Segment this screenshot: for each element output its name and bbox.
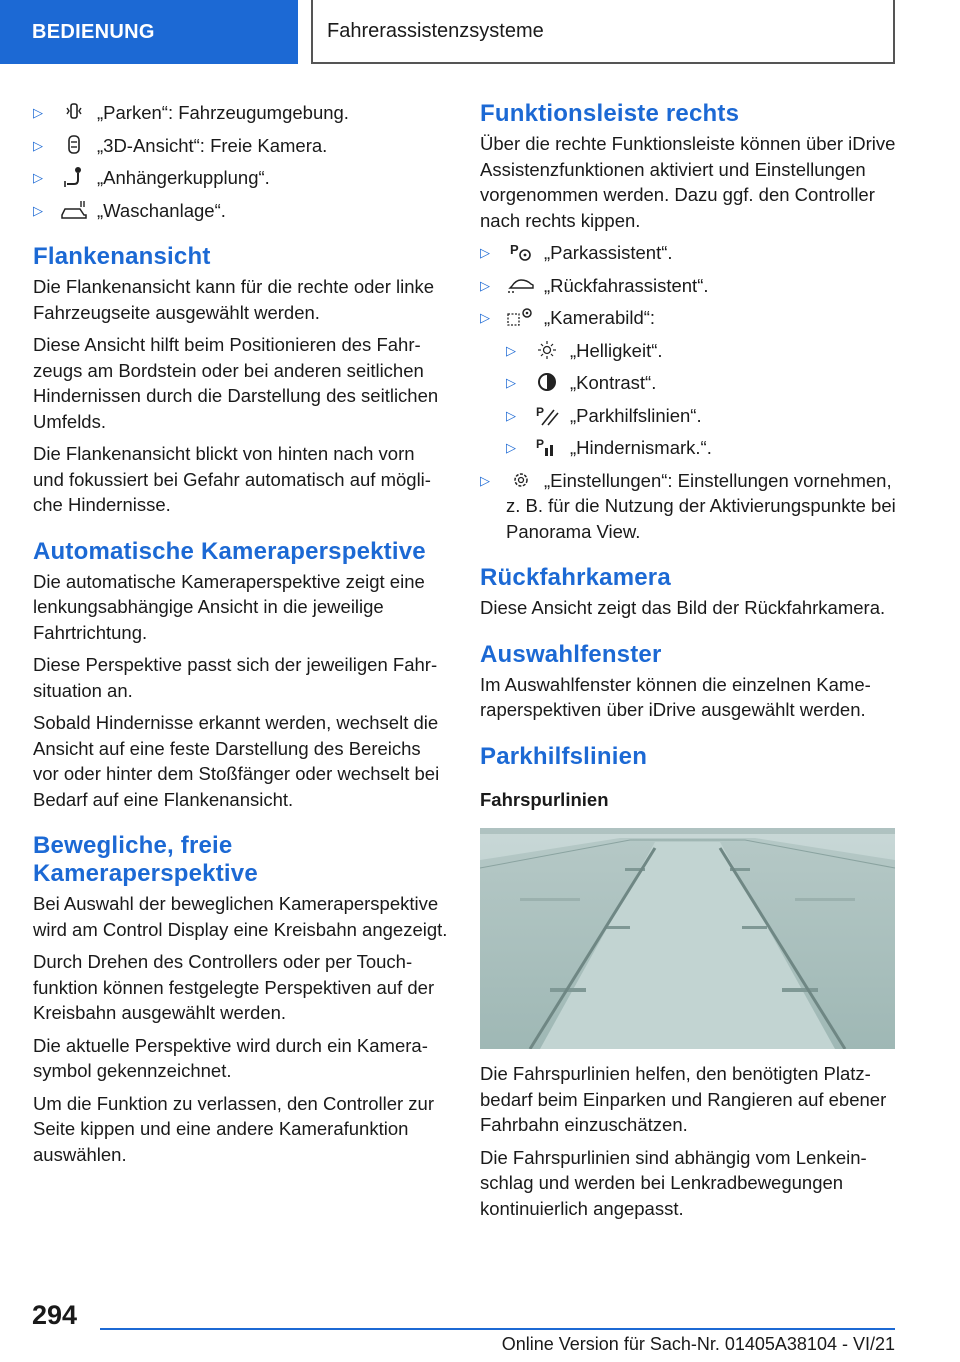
svg-text:P: P bbox=[536, 437, 545, 451]
list-item-text: „Kamerabild“: bbox=[544, 307, 656, 328]
list-item bbox=[480, 305, 898, 461]
list-item-text: „Einstellungen“: Einstellungen vornehmen, z. B. für die Nutzung der Aktivierungspunkte bei Panorama View. bbox=[506, 469, 896, 542]
paragraph: Die Flankenansicht blickt von hinten nach vorn und fokussiert bei Gefahr automatisch auf mögliche Hindernisse. bbox=[33, 443, 431, 515]
paragraph: Um die Funktion zu verlassen, den Controller zur Seite kippen und eine andere Kamerafunktion auswählen. bbox=[33, 1092, 435, 1165]
list-item bbox=[480, 240, 898, 266]
obstacle-marker-icon bbox=[532, 436, 562, 458]
chapter-label: Fahrerassistenzsysteme bbox=[327, 19, 544, 42]
auto-perspective-heading: Automatische Kameraperspektive bbox=[33, 537, 426, 565]
paragraph: Bei Auswahl der beweglichen Kameraperspektive wird am Control Display eine Kreisbahn angezeigt. bbox=[33, 893, 448, 940]
list-item-text: „Rückfahrassistent“. bbox=[544, 274, 709, 296]
flankenansicht-heading: Flankenansicht bbox=[33, 243, 211, 270]
list-item-text: „Parkhilfslinien“. bbox=[570, 404, 702, 426]
parking-lines-icon bbox=[532, 404, 562, 426]
paragraph: Die automatische Kameraperspektive zeigt eine lenkungsabhängige Ansicht in die jeweilige Fahrtrichtung. bbox=[33, 570, 425, 643]
section-tab bbox=[0, 0, 298, 64]
footer-version: Online Version für Sach-Nr. 01405A38104 - VI/21 bbox=[501, 1334, 895, 1354]
bullet-triangle-icon: ▷ bbox=[33, 105, 43, 120]
paragraph: Die Fahrspurlinien sind abhängig vom Lenkeinschlag und werden bei Lenkradbewegungen kontinuierlich angepasst. bbox=[480, 1146, 867, 1219]
reverse-assist-icon bbox=[506, 274, 536, 296]
list-item-text: „Parkassistent“. bbox=[544, 242, 673, 263]
list-item-text: „Kontrast“. bbox=[570, 372, 657, 393]
list-item bbox=[506, 338, 898, 364]
paragraph: Diese Perspektive passt sich der jeweiligen Fahrsituation an. bbox=[33, 654, 438, 701]
paragraph: Die Flankenansicht kann für die rechte oder linke Fahrzeugseite ausgewählt werden. bbox=[33, 276, 435, 323]
svg-text:P: P bbox=[510, 242, 519, 257]
list-item bbox=[33, 198, 448, 224]
rear-camera-heading: Rückfahrkamera bbox=[480, 564, 671, 591]
list-item bbox=[506, 435, 898, 461]
parking-car-icon bbox=[59, 101, 89, 123]
bullet-triangle-icon: ▷ bbox=[506, 440, 516, 455]
bullet-triangle-icon: ▷ bbox=[480, 472, 490, 488]
left-column bbox=[33, 100, 448, 1174]
paragraph: Im Auswahlfenster können die einzelnen Kameraperspektiven über iDrive ausgewählt werden. bbox=[480, 673, 871, 720]
bullet-triangle-icon: ▷ bbox=[480, 277, 490, 293]
paragraph: Die Fahrspurlinien helfen, den benötigten Platzbedarf beim Einparken und Rangieren auf ebener Fahrbahn einzuschätzen. bbox=[480, 1063, 887, 1135]
list-item bbox=[33, 100, 448, 126]
lane-lines-subheading: Fahrspurlinien bbox=[480, 788, 609, 810]
list-item-text: „Anhängerkupplung“. bbox=[97, 167, 270, 188]
list-item-text: „Parken“: Fahrzeugumgebung. bbox=[97, 102, 349, 123]
free-perspective-heading: Bewegliche, freie Kameraperspektive bbox=[33, 832, 258, 887]
list-item bbox=[480, 273, 898, 299]
park-assist-icon bbox=[506, 241, 536, 263]
list-item bbox=[480, 468, 898, 545]
list-item bbox=[33, 165, 448, 191]
bullet-triangle-icon: ▷ bbox=[506, 407, 516, 423]
list-item bbox=[506, 403, 898, 429]
bullet-triangle-icon: ▷ bbox=[480, 310, 490, 325]
camera-settings-icon bbox=[506, 306, 536, 328]
bullet-triangle-icon: ▷ bbox=[33, 202, 43, 218]
paragraph: Diese Ansicht zeigt das Bild der Rückfahrkamera. bbox=[480, 597, 886, 618]
view-list bbox=[33, 100, 448, 223]
settings-gear-icon bbox=[506, 469, 536, 491]
section-label: BEDIENUNG bbox=[32, 20, 155, 43]
right-column bbox=[480, 100, 898, 1228]
function-list bbox=[480, 240, 898, 544]
list-item bbox=[33, 133, 448, 159]
svg-text:P: P bbox=[536, 404, 545, 419]
bullet-triangle-icon: ▷ bbox=[33, 170, 43, 185]
paragraph: Über die rechte Funktionsleiste können über iDrive Assistenzfunktionen aktiviert und Einstellungen vorgenommen werden. Dazu ggf. den Controller nach rechts kippen. bbox=[480, 133, 896, 231]
parking-lines-heading: Parkhilfslinien bbox=[480, 742, 648, 770]
list-item-text: „3D-Ansicht“: Freie Kamera. bbox=[97, 134, 328, 156]
car-wash-icon bbox=[59, 199, 89, 221]
paragraph: Durch Drehen des Controllers oder per Touchfunktion können festgelegte Perspektiven auf der Kreisbahn ausgewählt werden. bbox=[33, 951, 435, 1023]
lane-lines-illustration bbox=[480, 828, 895, 1049]
bullet-triangle-icon: ▷ bbox=[33, 137, 43, 153]
bullet-triangle-icon: ▷ bbox=[480, 245, 490, 260]
selection-window-heading: Auswahlfenster bbox=[480, 640, 662, 668]
bullet-triangle-icon: ▷ bbox=[506, 375, 516, 390]
contrast-icon bbox=[532, 371, 562, 393]
footer-divider bbox=[100, 1328, 895, 1330]
brightness-icon bbox=[532, 339, 562, 361]
paragraph: Diese Ansicht hilft beim Positionieren des Fahrzeugs am Bordstein oder bei anderen seitlichen Hindernissen durch die Darstellung des seitlichen Umfelds. bbox=[33, 334, 439, 432]
trailer-hitch-icon bbox=[59, 166, 89, 188]
list-item-text: „Waschanlage“. bbox=[97, 199, 226, 221]
camera-sub-list bbox=[506, 338, 898, 461]
list-item-text: „Helligkeit“. bbox=[570, 339, 663, 361]
chapter-tab bbox=[311, 0, 895, 64]
bullet-triangle-icon: ▷ bbox=[506, 342, 516, 358]
list-item-text: „Hindernismark.“. bbox=[570, 437, 712, 458]
paragraph: Die aktuelle Perspektive wird durch ein Kamerasymbol gekennzeichnet. bbox=[33, 1034, 428, 1081]
paragraph: Sobald Hindernisse erkannt werden, wechselt die Ansicht auf eine feste Darstellung des Bereichs vor oder hinter dem Stoßfänger oder wechselt bei Bedarf auf eine Flankenansicht. bbox=[33, 712, 440, 810]
function-bar-heading: Funktionsleiste rechts bbox=[480, 100, 740, 127]
3d-view-icon bbox=[59, 134, 89, 156]
page-number: 294 bbox=[32, 1300, 78, 1330]
list-item bbox=[506, 370, 898, 396]
